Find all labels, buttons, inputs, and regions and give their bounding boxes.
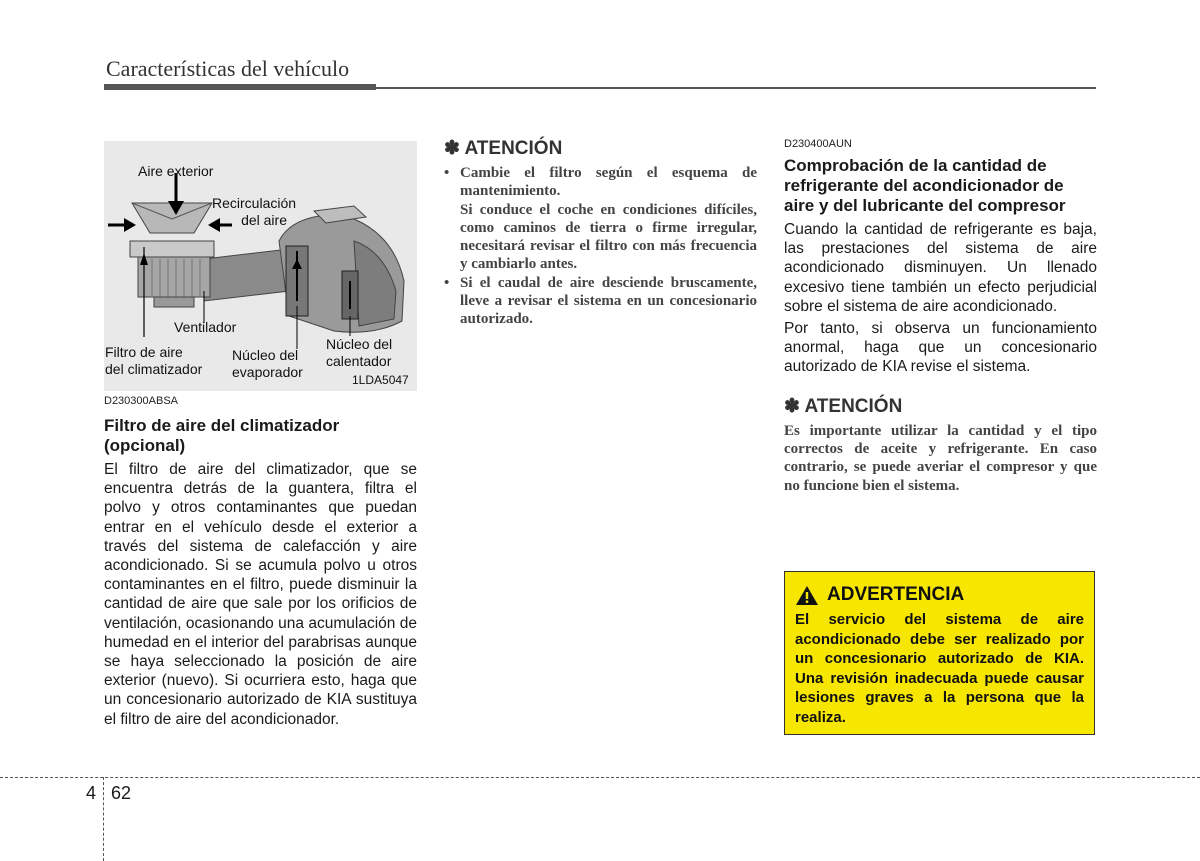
section-body-1: Cuando la cantidad de refrigerante es baja, las prestaciones del sistema de aire acondicionado disminuyen. Un llenado excesivo tiene también un efecto perjudicial sobre el sistema de aire acondicionado.	[784, 221, 1097, 315]
bullet1-text-a: Cambie el filtro según el esquema de mantenimiento.	[460, 165, 757, 200]
label-outside-air: Aire exterior	[138, 163, 214, 179]
page-number: 62	[111, 783, 132, 803]
column-middle	[444, 137, 757, 329]
warning-text: El servicio del sistema de aire acondicionado debe ser realizado por un concesionario autorizado de KIA. Una revisión inadecuada puede causar lesiones graves a la persona que la realiza.	[795, 611, 1084, 726]
label-evaporator-line1: Núcleo del	[232, 347, 299, 363]
column-right	[784, 138, 1097, 495]
attention-title: ✽ ATENCIÓN	[444, 138, 563, 159]
warning-triangle-icon	[795, 585, 819, 606]
section-heading-line1: Filtro de aire del climatizador	[104, 416, 340, 435]
label-filter	[105, 344, 202, 378]
label-recirculation-line1: Recirculación	[212, 195, 297, 211]
page-header-title: Características del vehículo	[106, 56, 350, 81]
bullet-icon: •	[444, 274, 450, 291]
attention-title: ✽ ATENCIÓN	[784, 395, 903, 417]
label-blower: Ventilador	[174, 319, 237, 335]
section-heading: Comprobación de la cantidad de refrigerante del acondicionador de aire y del lubricante del compresor	[784, 156, 1066, 215]
label-evaporator-line2: evaporador	[232, 364, 303, 380]
section-code: D230300ABSA	[104, 395, 178, 407]
attention-text: Es importante utilizar la cantidad y el tipo correctos de aceite y refrigerante. En caso contrario, se puede averiar el compresor y que no funcione bien el sistema.	[784, 422, 1097, 494]
section-code: D230400AUN	[784, 138, 852, 150]
chapter-number: 4	[86, 783, 97, 803]
label-filter-line2: del climatizador	[105, 361, 203, 377]
list-item	[444, 164, 757, 274]
bullet2-text: Si el caudal de aire desciende bruscamente, lleve a revisar el sistema en un concesionario autorizado.	[460, 274, 757, 328]
header-rule-thin	[376, 87, 1096, 89]
label-heater-line1: Núcleo del	[326, 336, 393, 352]
bullet1-text-b: Si conduce el coche en condiciones difíciles, como caminos de tierra o firme irregular, necesitará revisar el filtro con más frecuencia y cambiarlo antes.	[460, 201, 757, 273]
section-heading-line2: (opcional)	[104, 436, 186, 455]
section-body: El filtro de aire del climatizador, que se encuentra detrás de la guantera, filtra el polvo y otros contaminantes que puedan entrar en el vehículo desde el exterior a través del sistema de calefacción y aire acondicionado. Si se acumula polvo u otros contaminantes en el filtro, puede disminuir la cantidad de aire que sale por los orificios de ventilación, ocasionando una acumulación de humedad en el interior del parabrisas aunque se haya seleccionado la posición de aire exterior (nuevo). Si ocurriera esto, haga que un concesionario autorizado de KIA sustituya el filtro de aire del acondicionador.	[104, 461, 417, 728]
bullet-icon: •	[444, 165, 450, 181]
footer-vertical-divider	[103, 777, 104, 861]
label-recirculation-line2: del aire	[241, 212, 287, 228]
air-filter-diagram	[104, 141, 417, 391]
warning-box	[784, 571, 1095, 735]
label-heater-line2: calentador	[326, 353, 392, 369]
footer-divider	[0, 777, 1200, 778]
label-filter-line1: Filtro de aire	[105, 344, 183, 360]
section-heading	[104, 416, 417, 456]
header-rule-thick	[104, 84, 376, 90]
column-left	[104, 395, 417, 729]
figure-code: 1LDA5047	[352, 373, 409, 387]
label-heater	[326, 336, 392, 370]
warning-title: ADVERTENCIA	[827, 584, 965, 605]
list-item	[444, 274, 757, 329]
label-evaporator	[232, 347, 303, 381]
label-recirculation	[212, 195, 296, 229]
warning-header	[795, 584, 1084, 606]
section-body-2: Por tanto, si observa un funcionamiento anormal, haga que un concesionario autorizado de KIA revise el sistema.	[784, 320, 1097, 376]
attention-list	[444, 164, 757, 329]
